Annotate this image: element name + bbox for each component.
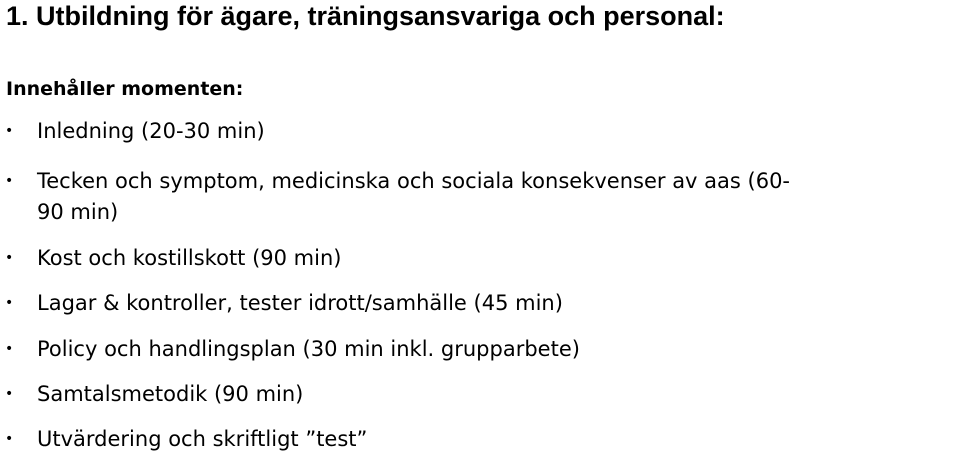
bullet-icon: • [5, 431, 14, 447]
list-item-text-line-1: Tecken och symptom, medicinska och sociala konsekvenser av aas (60- [37, 169, 791, 193]
bullet-icon: • [5, 123, 14, 139]
list-item-text: Kost och kostillskott (90 min) [37, 246, 342, 270]
bullet-icon: • [5, 341, 14, 357]
bullet-icon: • [5, 386, 14, 402]
list-item-text: Inledning (20-30 min) [37, 119, 265, 143]
bullet-icon: • [5, 250, 14, 266]
bullet-icon: • [5, 173, 14, 189]
list-item-text: Lagar & kontroller, tester idrott/samhälle (45 min) [37, 291, 563, 315]
list-item-text: Utvärdering och skriftligt ”test” [37, 427, 368, 451]
list-item-text-line-2: 90 min) [37, 200, 119, 224]
list-item-text: Policy och handlingsplan (30 min inkl. grupparbete) [37, 337, 580, 361]
bullet-icon: • [5, 295, 14, 311]
page-title: 1. Utbildning för ägare, träningsansvariga och personal: [6, 1, 725, 31]
section-subtitle: Innehåller momenten: [6, 78, 244, 100]
list-item [0, 166, 960, 228]
list-item-text [37, 166, 957, 197]
list-item-text: Samtalsmetodik (90 min) [37, 382, 304, 406]
